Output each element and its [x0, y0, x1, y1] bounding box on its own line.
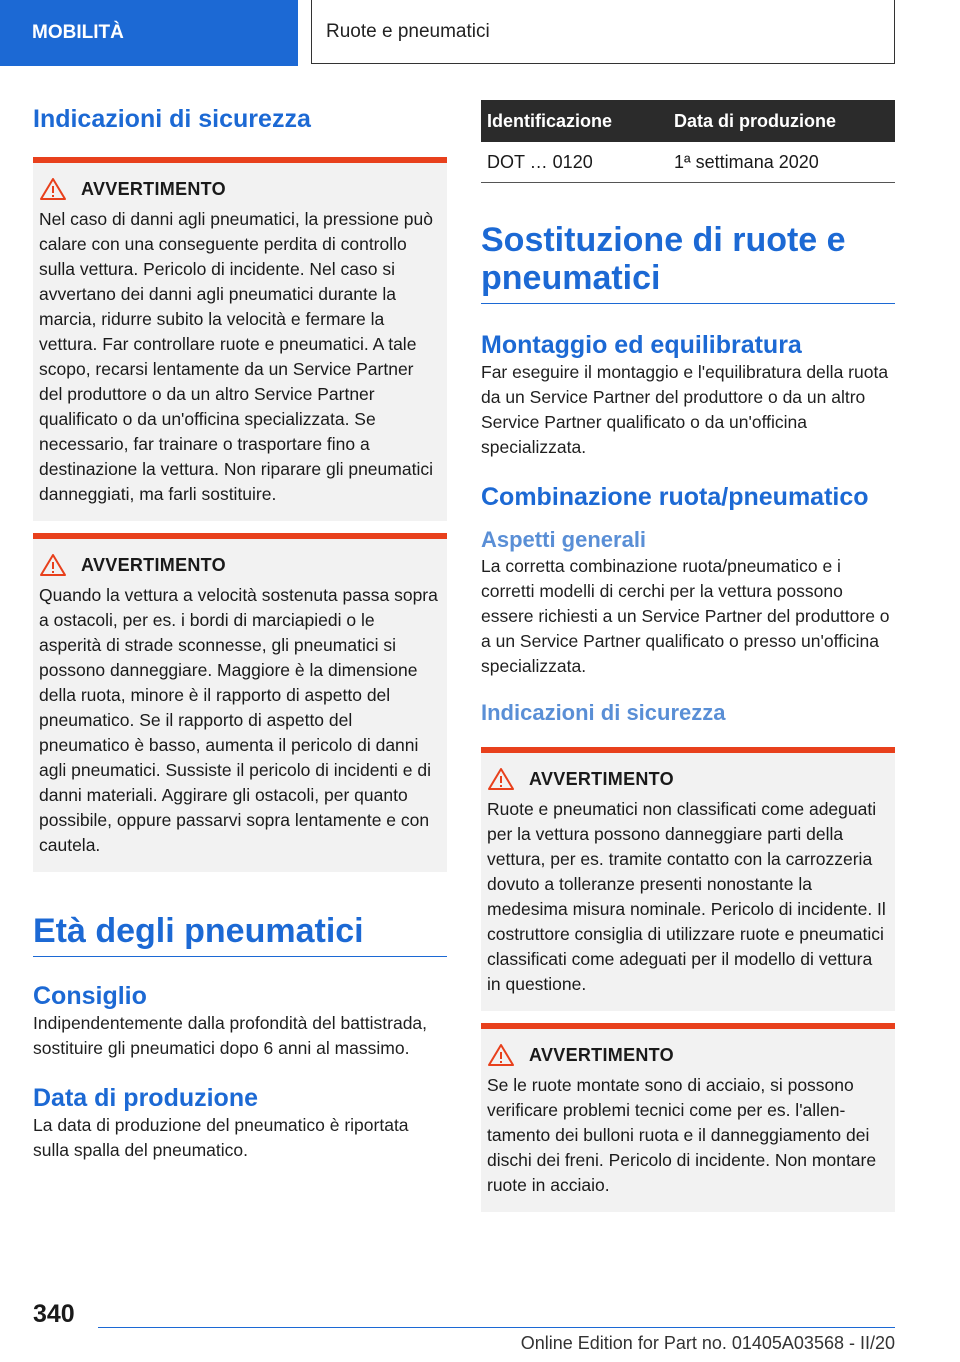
- warning-header: [39, 553, 439, 577]
- warning-header: [487, 767, 887, 791]
- safety-heading-right: Indicazioni di sicurezza: [481, 700, 726, 725]
- warning-title: AVVERTIMENTO: [529, 1044, 674, 1065]
- production-table: [481, 100, 895, 183]
- warning-text: Quando la vettura a velocità sostenuta passa sopra a ostacoli, per es. i bordi di marciapiedi o le asperità di strade sconnesse, gli pneumatici si possono danneggiare. Maggiore è la dimensione della ruota, minore è il rapporto di aspetto del pneumatico. Se il rapporto di aspetto del pneumatico è basso, aumenta il pericolo di danni agli pneumatici. Sussiste il pericolo di incidenti e di danni materiali. Aggirare gli ostacoli, per quanto possibile, oppure passarvi sopra lentamente e con cautela.: [39, 585, 438, 855]
- combo-heading: Combinazione ruota/pneumatico: [481, 483, 869, 511]
- warning-triangle-icon: [487, 767, 515, 791]
- mount-text: Far eseguire il montaggio e l'equilibratura della ruota da un Service Partner del produttore o da un altro Service Partner qualificato o da un'officina specializzata.: [481, 362, 889, 457]
- left-column: [33, 100, 447, 1163]
- warning-text: Se le ruote montate sono di acciaio, si possono verificare problemi tecnici come per es. l'allentamento dei bulloni ruota e il danneggiamento dei dischi dei freni. Pericolo di incidente. Non montare ruote in acciaio.: [487, 1075, 877, 1195]
- section-tab: [0, 0, 298, 66]
- table-cell: DOT … 0120: [481, 142, 668, 183]
- table-header-row: [481, 100, 895, 142]
- general-heading: Aspetti generali: [481, 527, 647, 552]
- mount-heading: Montaggio ed equilibratura: [481, 331, 802, 359]
- production-heading: Data di produzione: [33, 1084, 258, 1112]
- warning-triangle-icon: [39, 177, 67, 201]
- age-heading: Età degli pneumatici: [33, 912, 364, 950]
- table-header: Data di produzione: [668, 100, 895, 142]
- table-row: [481, 142, 895, 183]
- warning-box: [481, 747, 895, 1011]
- general-text: La corretta combinazione ruota/pneumatico e i corretti modelli di cerchi per la vettura possono essere richiesti a un Service Partner del produttore o a un Service Partner qualificato o presso un'officina specializzata.: [481, 556, 890, 676]
- warning-header: [487, 1043, 887, 1067]
- heading-rule: [33, 956, 447, 957]
- warning-box: [33, 533, 447, 872]
- advice-text: Indipendentemente dalla profondità del battistrada, sostituire gli pneumatici dopo 6 anni al massimo.: [33, 1013, 428, 1058]
- chapter-title: Ruote e pneumatici: [326, 20, 490, 42]
- warning-triangle-icon: [39, 553, 67, 577]
- section-title: MOBILITÀ: [32, 22, 124, 43]
- safety-heading: Indicazioni di sicurezza: [33, 105, 311, 133]
- warning-text: Ruote e pneumatici non classificati come adeguati per la vettura possono danneggiare parti della vettura, per es. tramite contatto con la carrozzeria dovuto a tolleranze presenti nonostante la medesima misura nominale. Pericolo di incidente. Il costruttore consiglia di utilizzare ruote e pneumatici classificati come adeguati per il modello di vettura in questione.: [487, 799, 886, 994]
- heading-rule: [481, 303, 895, 304]
- production-text: La data di produzione del pneumatico è riportata sulla spalla del pneumatico.: [33, 1115, 409, 1160]
- right-column: [481, 100, 895, 1212]
- advice-heading: Consiglio: [33, 982, 147, 1010]
- warning-box: [481, 1023, 895, 1212]
- footer-edition: Online Edition for Part no. 01405A03568 - II/20: [520, 1333, 895, 1353]
- table-header: Identificazione: [481, 100, 668, 142]
- warning-box: [33, 157, 447, 521]
- chapter-header: [311, 0, 895, 64]
- warning-title: AVVERTIMENTO: [529, 768, 674, 789]
- warning-title: AVVERTIMENTO: [81, 554, 226, 575]
- warning-triangle-icon: [487, 1043, 515, 1067]
- warning-title: AVVERTIMENTO: [81, 178, 226, 199]
- footer-rule: [98, 1327, 895, 1328]
- page-number: 340: [33, 1300, 75, 1328]
- warning-text: Nel caso di danni agli pneumatici, la pressione può calare con una conseguente perdita di controllo sulla vettura. Pericolo di incidente. Nel caso si avvertano dei danni agli pneumatici durante la marcia, ridurre subito la velocità e fermare la vettura. Far controllare ruote e pneumatici. A tale scopo, recarsi lentamente da un Service Partner del produttore o da un altro Service Partner qualificato o da un'officina specializzata. Se necessario, far trainare o trasportare fino a destinazione la vettura. Non riparare gli pneumatici danneggiati, ma farli sostituire.: [39, 209, 433, 504]
- warning-header: [39, 177, 439, 201]
- table-cell: 1ª settimana 2020: [668, 142, 895, 183]
- replace-heading: Sostituzione di ruote e pneumatici: [481, 221, 846, 297]
